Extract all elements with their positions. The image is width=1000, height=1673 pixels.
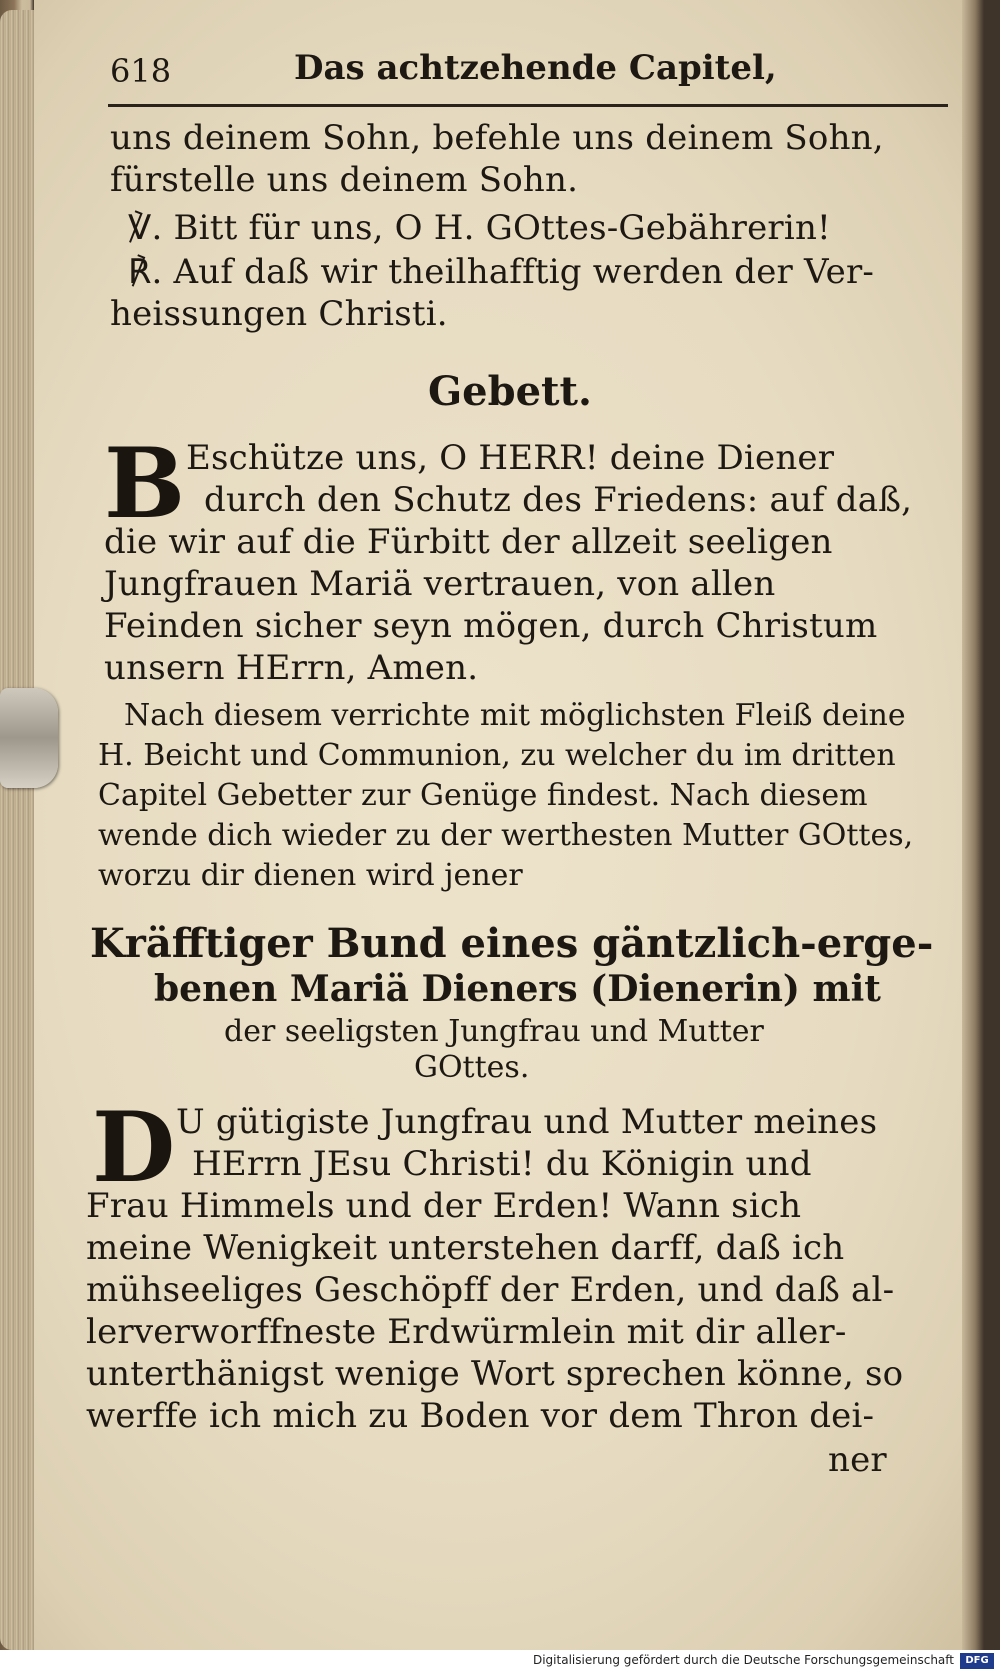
- running-title: Das achtzehende Capitel,: [294, 48, 777, 88]
- instruction-line: Nach diesem verrichte mit möglichsten Fleiß deine: [124, 698, 906, 733]
- covenant-heading-line: GOttes.: [414, 1050, 530, 1085]
- covenant-heading-line: der seeligsten Jungfrau und Mutter: [224, 1014, 764, 1049]
- intro-line: fürstelle uns deinem Sohn.: [110, 160, 579, 200]
- dfg-logo-icon: DFG: [960, 1653, 994, 1669]
- prayer-line: unsern HErrn, Amen.: [104, 648, 479, 688]
- prayer-line: Jungfrauen Mariä vertrauen, von allen: [104, 564, 776, 604]
- covenant-line: HErrn JEsu Christi! du Königin und: [192, 1144, 812, 1184]
- covenant-dropcap: D: [92, 1091, 176, 1204]
- prayer-dropcap: B: [104, 427, 186, 540]
- funding-credit: Digitalisierung gefördert durch die Deutsche Forschungsgemeinschaft: [532, 1653, 954, 1667]
- footer-bar: [0, 1650, 1000, 1673]
- header-rule: [108, 104, 948, 107]
- covenant-line: mühseeliges Geschöpff der Erden, und daß al-: [86, 1270, 895, 1310]
- covenant-line: Frau Himmels und der Erden! Wann sich: [86, 1186, 802, 1226]
- prayer-line: die wir auf die Fürbitt der allzeit seeligen: [104, 522, 833, 562]
- prayer-line: Feinden sicher seyn mögen, durch Christum: [104, 606, 878, 646]
- response-line: ℟. Auf daß wir theilhafftig werden der Ver-: [128, 252, 875, 292]
- prayer-line: durch den Schutz des Friedens: auf daß,: [204, 480, 913, 520]
- book-page: [34, 0, 984, 1650]
- page-edges: [0, 10, 36, 1650]
- instruction-line: H. Beicht und Communion, zu welcher du im dritten: [98, 738, 896, 773]
- prayer-line: Eschütze uns, O HERR! deine Diener: [186, 438, 835, 478]
- instruction-line: worzu dir dienen wird jener: [98, 858, 523, 893]
- catchword: ner: [828, 1440, 887, 1480]
- prayer-heading: Gebett.: [428, 368, 592, 415]
- page-gutter: [962, 0, 984, 1650]
- covenant-heading-line: benen Mariä Dieners (Dienerin) mit: [154, 968, 881, 1010]
- instruction-line: wende dich wieder zu der werthesten Mutter GOttes,: [98, 818, 914, 853]
- covenant-line: werffe ich mich zu Boden vor dem Thron dei-: [86, 1396, 875, 1436]
- versicle: ℣. Bitt für uns, O H. GOttes-Gebährerin!: [128, 208, 831, 248]
- response-line: heissungen Christi.: [110, 294, 448, 334]
- covenant-line: U gütigiste Jungfrau und Mutter meines: [176, 1102, 878, 1142]
- covenant-heading-line: Kräfftiger Bund eines gäntzlich-erge-: [90, 920, 934, 967]
- covenant-line: meine Wenigkeit unterstehen darff, daß ich: [86, 1228, 845, 1268]
- instruction-line: Capitel Gebetter zur Genüge findest. Nach diesem: [98, 778, 868, 813]
- page-number: 618: [110, 52, 172, 90]
- covenant-line: lerverworffneste Erdwürmlein mit dir aller-: [86, 1312, 847, 1352]
- book-clasp: [0, 688, 58, 788]
- intro-line: uns deinem Sohn, befehle uns deinem Sohn,: [110, 118, 884, 158]
- covenant-line: unterthänigst wenige Wort sprechen könne, so: [86, 1354, 904, 1394]
